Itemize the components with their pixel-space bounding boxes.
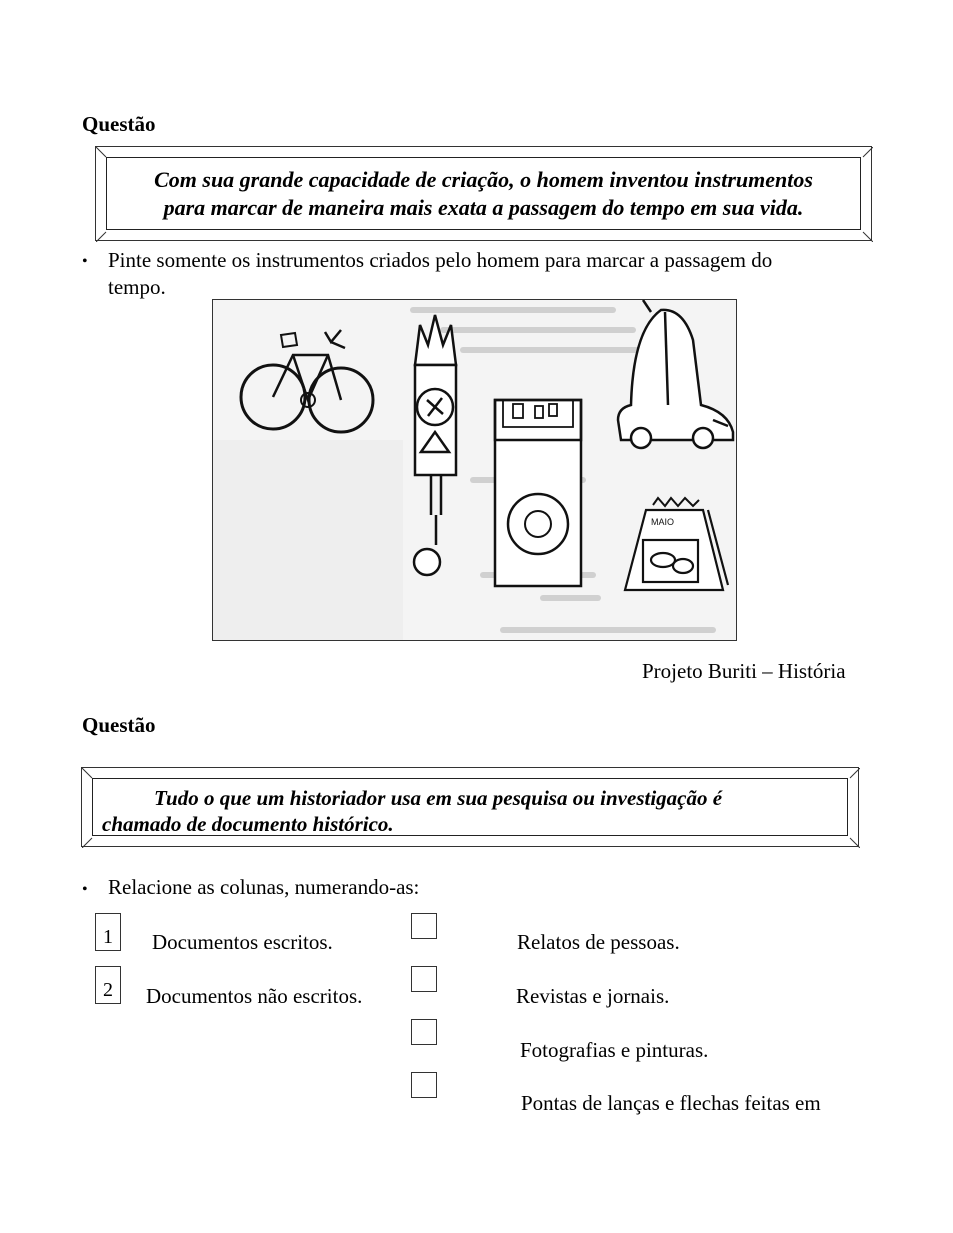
left-item-1-label: Documentos escritos.: [152, 930, 333, 954]
bicycle-icon: [241, 330, 373, 432]
q1-bullet: •: [82, 253, 88, 270]
q1-box-line-2: para marcar de maneira mais exata a passagem do tempo em sua vida.: [163, 195, 804, 220]
q2-box-line-2: chamado de documento histórico.: [102, 812, 394, 836]
q2-instruction: Relacione as colunas, numerando-as:: [108, 875, 420, 899]
q2-bullet: •: [82, 881, 88, 898]
washing-machine-icon: [495, 400, 581, 586]
right-item-1-label: Relatos de pessoas.: [517, 930, 680, 954]
car-icon: [618, 300, 733, 448]
q1-illustration: [212, 299, 737, 641]
pendulum-clock-icon: [414, 315, 456, 575]
q1-framed-box: [95, 146, 872, 241]
left-item-1-number: 1: [95, 913, 121, 951]
q1-instruction-line-2: tempo.: [108, 275, 166, 299]
q1-box-line-1: Com sua grande capacidade de criação, o homem inventou instrumentos: [154, 167, 813, 192]
q2-heading: Questão: [82, 713, 156, 737]
q1-heading: Questão: [82, 112, 156, 136]
q1-instruction-line-1: Pinte somente os instrumentos criados pelo homem para marcar a passagem do: [108, 248, 773, 272]
left-item-2-label: Documentos não escritos.: [146, 984, 363, 1008]
q1-source: Projeto Buriti – História: [642, 659, 846, 683]
answer-box-3[interactable]: [411, 1019, 437, 1045]
right-item-2-label: Revistas e jornais.: [516, 984, 670, 1008]
calendar-icon: [625, 498, 728, 590]
left-item-2-number: 2: [95, 966, 121, 1004]
calendar-month-label: MAIO: [651, 517, 675, 527]
answer-box-4[interactable]: [411, 1072, 437, 1098]
q2-box-line-1: Tudo o que um historiador usa em sua pesquisa ou investigação é: [154, 786, 723, 810]
right-item-3-label: Fotografias e pinturas.: [520, 1038, 709, 1062]
answer-box-2[interactable]: [411, 966, 437, 992]
q2-framed-box: [81, 767, 859, 847]
right-item-4-label: Pontas de lanças e flechas feitas em: [521, 1091, 821, 1115]
answer-box-1[interactable]: [411, 913, 437, 939]
